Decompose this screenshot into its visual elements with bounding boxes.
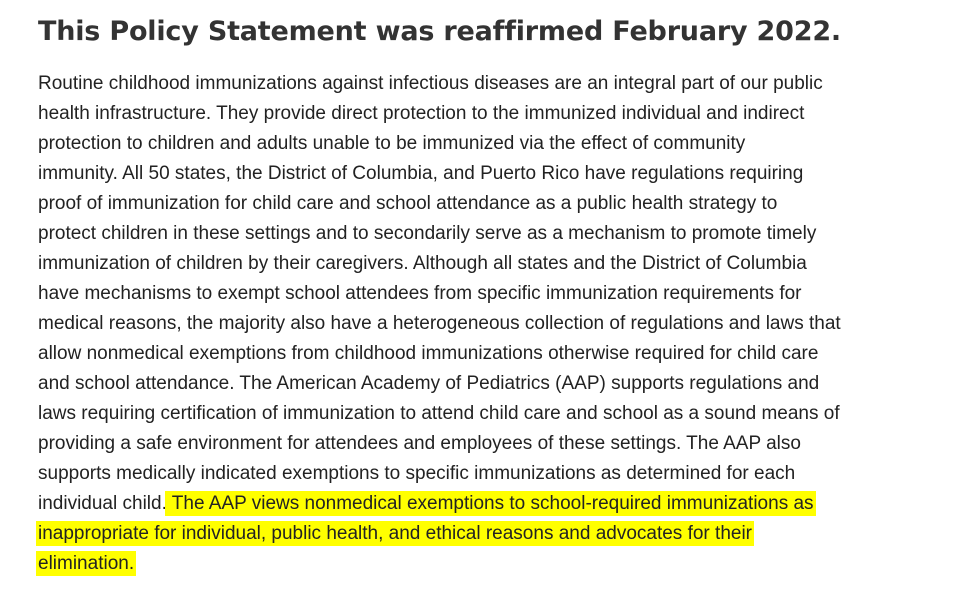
paragraph-line-highlighted xyxy=(38,549,841,579)
paragraph-line: providing a safe environment for attendees and employees of these settings. The AAP also xyxy=(38,433,801,454)
paragraph-line: and school attendance. The American Academy of Pediatrics (AAP) supports regulations and xyxy=(38,373,820,394)
paragraph-line: medical reasons, the majority also have a heterogeneous collection of regulations and laws that xyxy=(38,313,841,334)
paragraph-line: laws requiring certification of immunization to attend child care and school as a sound means of xyxy=(38,403,840,424)
paragraph-line: proof of immunization for child care and school attendance as a public health strategy to xyxy=(38,193,778,214)
paragraph-line: protection to children and adults unable to be immunized via the effect of community xyxy=(38,133,746,154)
policy-paragraph xyxy=(38,69,841,579)
paragraph-line: supports medically indicated exemptions to specific immunizations as determined for each xyxy=(38,463,796,484)
paragraph-line: protect children in these settings and to secondarily serve as a mechanism to promote timely xyxy=(38,223,817,244)
highlighted-text: inappropriate for individual, public health, and ethical reasons and advocates for their xyxy=(38,523,753,544)
paragraph-line-highlighted xyxy=(38,519,841,549)
paragraph-line-mixed xyxy=(38,489,841,519)
paragraph-line: have mechanisms to exempt school attendees from specific immunization requirements for xyxy=(38,283,802,304)
paragraph-line: immunization of children by their caregivers. Although all states and the District of Columbia xyxy=(38,253,807,274)
paragraph-line: allow nonmedical exemptions from childhood immunizations otherwise required for child care xyxy=(38,343,819,364)
page-title: This Policy Statement was reaffirmed February 2022. xyxy=(38,16,841,47)
highlighted-text: elimination. xyxy=(38,553,135,574)
highlighted-text: The AAP views nonmedical exemptions to school-required immunizations as xyxy=(166,493,814,514)
paragraph-line: Routine childhood immunizations against infectious diseases are an integral part of our public xyxy=(38,73,823,94)
paragraph-line: health infrastructure. They provide direct protection to the immunized individual and indirect xyxy=(38,103,805,124)
paragraph-line: immunity. All 50 states, the District of Columbia, and Puerto Rico have regulations requiring xyxy=(38,163,804,184)
plain-text: individual child. xyxy=(38,493,167,514)
